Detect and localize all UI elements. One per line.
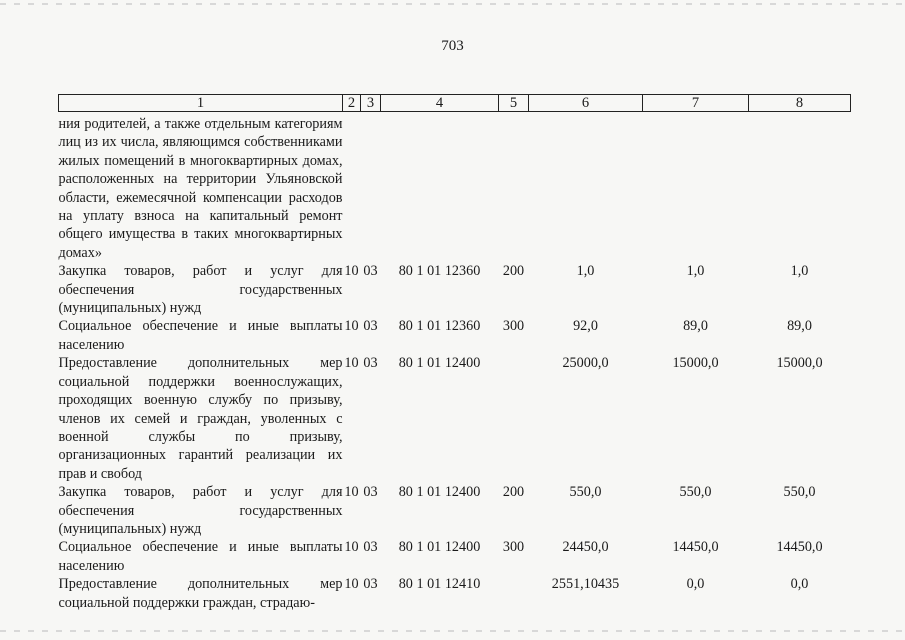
row-value-6: 25000,0: [562, 355, 609, 372]
row-subsection: 03: [363, 539, 378, 556]
row-value-7: 14450,0: [672, 539, 719, 556]
row-expense-type: [499, 354, 529, 483]
row-value-7: 550,0: [679, 484, 712, 501]
row-value-7: 89,0: [683, 318, 708, 335]
row-value-6: [529, 115, 643, 262]
row-value-6: 24450,0: [562, 539, 609, 556]
row-subsection: 03: [363, 263, 378, 280]
row-value-7: 1,0: [686, 263, 705, 280]
row-section: 10: [344, 484, 359, 501]
header-col-6: 6: [529, 95, 643, 112]
table-row: [59, 538, 851, 575]
row-subsection: 03: [363, 355, 378, 372]
row-section: 10: [344, 318, 359, 335]
row-target-code: 80 1 01 12400: [398, 539, 481, 556]
row-expense-type: 200: [502, 263, 525, 280]
row-subsection: [361, 115, 381, 262]
budget-table: [58, 94, 851, 612]
row-value-8: [749, 115, 851, 262]
row-target-code: 80 1 01 12360: [398, 263, 481, 280]
row-value-8: 89,0: [787, 318, 812, 335]
row-expense-type: [499, 575, 529, 612]
row-target-code: 80 1 01 12400: [398, 484, 481, 501]
header-row: [59, 95, 851, 112]
header-col-4: 4: [381, 95, 499, 112]
row-target-code: [381, 115, 499, 262]
header-col-1: 1: [59, 95, 343, 112]
row-value-7: 0,0: [686, 576, 705, 593]
table-row: [59, 317, 851, 354]
row-name: Закупка товаров, работ и услуг для обеспечения государственных (муниципальных) нужд: [58, 263, 343, 317]
row-name: Предоставление дополнительных мер социальной поддержки граждан, страдаю-: [58, 576, 343, 611]
row-subsection: 03: [363, 484, 378, 501]
table-row: [59, 483, 851, 538]
row-section: [343, 115, 361, 262]
row-name: Закупка товаров, работ и услуг для обеспечения государственных (муниципальных) нужд: [58, 484, 343, 537]
row-target-code: 80 1 01 12360: [398, 318, 481, 335]
header-col-5: 5: [499, 95, 529, 112]
row-value-6: 2551,10435: [551, 576, 620, 593]
row-value-6: 550,0: [569, 484, 602, 501]
table-row: [59, 262, 851, 317]
row-value-8: 0,0: [790, 576, 809, 593]
row-expense-type: 200: [502, 484, 525, 501]
header-col-8: 8: [749, 95, 851, 112]
row-value-8: 15000,0: [776, 355, 823, 372]
row-subsection: 03: [363, 318, 378, 335]
row-section: 10: [344, 263, 359, 280]
row-value-6: 92,0: [573, 318, 598, 335]
row-name: Предоставление дополнительных мер социальной поддержки военнослужащих, проходящих военную службу по призыву, членов их семей и граждан, уволенных с военной службы по призыву, организационных гарантий реализации их прав и свобод: [58, 355, 343, 482]
row-value-8: 1,0: [790, 263, 809, 280]
row-expense-type: 300: [502, 318, 525, 335]
row-section: 10: [344, 355, 359, 372]
table-row: [59, 575, 851, 612]
row-name: Социальное обеспечение и иные выплаты населению: [58, 318, 343, 353]
row-name: ния родителей, а также отдельным категориям лиц из их числа, являющимся собственниками жилых помещений в многоквартирных домах, расположенных на территории Ульяновской области, ежемесячной компенсации расходов на уплату взноса на капитальный ремонт общего имущества в таких многоквартирных домах»: [58, 116, 343, 261]
header-col-2: 2: [343, 95, 361, 112]
table-row: [59, 354, 851, 483]
row-value-7: 15000,0: [672, 355, 719, 372]
row-subsection: 03: [363, 576, 378, 593]
row-expense-type: [499, 115, 529, 262]
page-number: 703: [441, 38, 464, 54]
row-target-code: 80 1 01 12410: [398, 576, 481, 593]
row-name: Социальное обеспечение и иные выплаты населению: [58, 539, 343, 574]
row-section: 10: [344, 576, 359, 593]
row-value-8: 14450,0: [776, 539, 823, 556]
row-section: 10: [344, 539, 359, 556]
row-expense-type: 300: [502, 539, 525, 556]
scan-noise-bottom: [0, 630, 905, 632]
row-target-code: 80 1 01 12400: [398, 355, 481, 372]
row-value-6: 1,0: [576, 263, 595, 280]
scan-noise-top: [0, 3, 905, 5]
header-col-3: 3: [361, 95, 381, 112]
row-value-7: [643, 115, 749, 262]
row-value-8: 550,0: [783, 484, 816, 501]
header-col-7: 7: [643, 95, 749, 112]
table-row: [59, 115, 851, 262]
